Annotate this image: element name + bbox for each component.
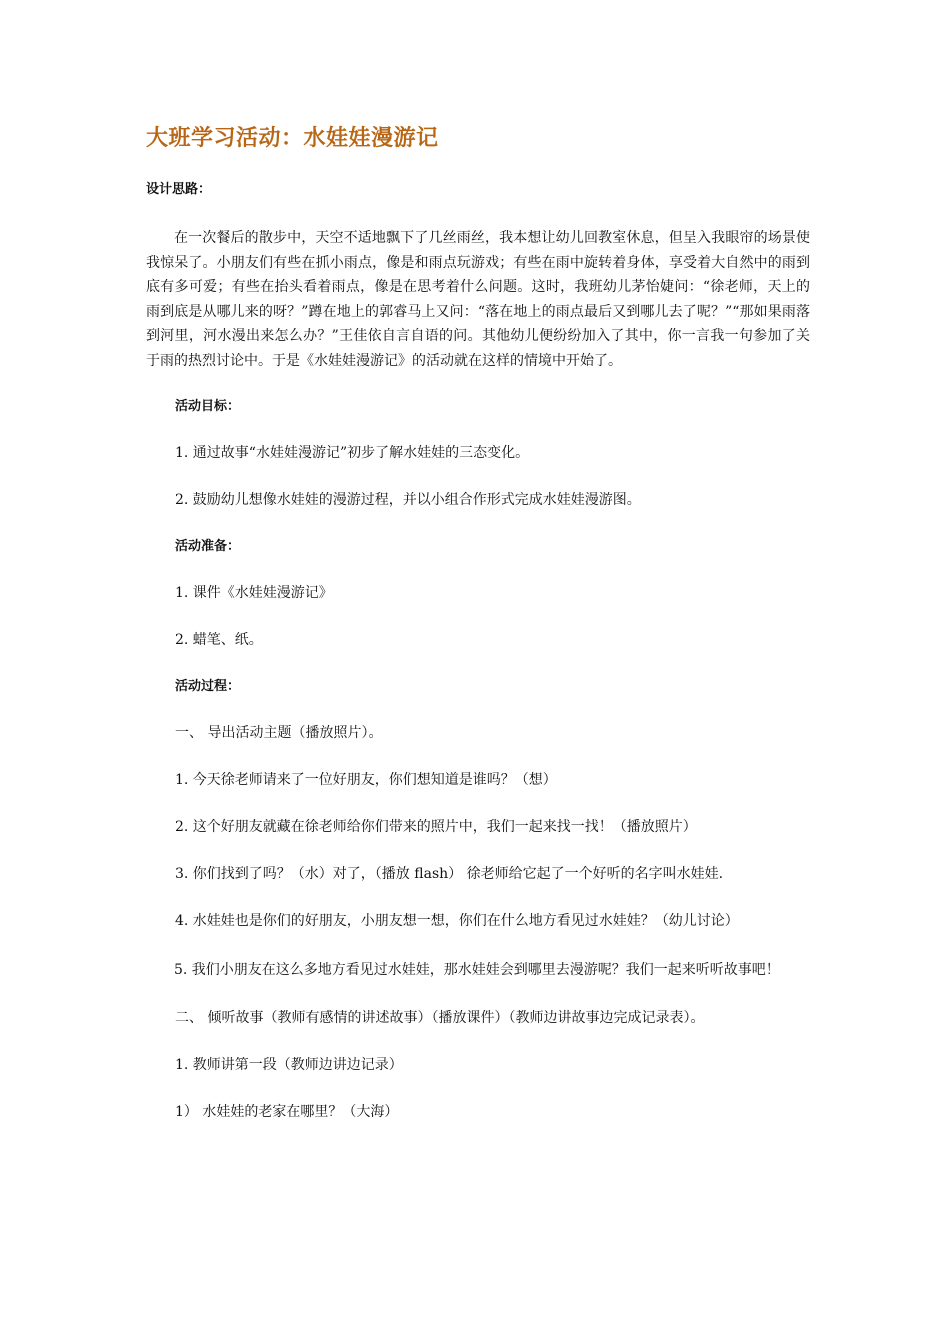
step1-item: 2. 这个好朋友就藏在徐老师给你们带来的照片中，我们一起来找一找！（播放照片） <box>175 819 697 835</box>
step1-heading: 一、 导出活动主题（播放照片）。 <box>175 725 383 741</box>
design-paragraph: 在一次餐后的散步中，天空不适地飘下了几丝雨丝，我本想让幼儿回教室休息，但呈入我眼帘的场景使我惊呆了。小朋友们有些在抓小雨点，像是和雨点玩游戏；有些在雨中旋转着身体，享受着大自然中的雨到底有多可爱；有些在抬头看着雨点，像是在思考着什么问题。这时，我班幼儿茅怡婕问：“徐老师，天上的雨到底是从哪儿来的呀？”蹲在地上的郭睿马上又问：“落在地上的雨点最后又到哪儿去了呢？”“那如果雨落到河里，河水漫出来怎么办？”王佳依自言自语的问。其他幼儿便纷纷加入了其中，你一言我一句参加了关于雨的热烈讨论中。于是《水娃娃漫游记》的活动就在这样的情境中开始了。 <box>146 230 810 369</box>
prep-item: 1. 课件《水娃娃漫游记》 <box>175 585 333 601</box>
document-body <box>146 122 810 1122</box>
document-title: 大班学习活动：水娃娃漫游记 <box>146 125 439 151</box>
step1-item: 4. 水娃娃也是你们的好朋友，小朋友想一想，你们在什么地方看见过水娃娃？（幼儿讨论） <box>175 913 739 929</box>
step1-item: 1. 今天徐老师请来了一位好朋友，你们想知道是谁吗？（想） <box>175 772 557 788</box>
step2-heading: 二、 倾听故事（教师有感情的讲述故事）（播放课件）（教师边讲故事边完成记录表）。 <box>175 1010 705 1026</box>
goals-label: 活动目标： <box>175 399 241 414</box>
prep-item: 2. 蜡笔、纸。 <box>175 632 263 648</box>
process-label: 活动过程： <box>175 679 241 694</box>
goal-item: 2. 鼓励幼儿想像水娃娃的漫游过程，并以小组合作形式完成水娃娃漫游图。 <box>175 492 641 508</box>
step2-item: 1. 教师讲第一段（教师边讲边记录） <box>175 1057 403 1073</box>
design-label: 设计思路： <box>146 182 212 197</box>
step2-item: 1） 水娃娃的老家在哪里？（大海） <box>175 1104 399 1120</box>
goal-item: 1. 通过故事“水娃娃漫游记”初步了解水娃娃的三态变化。 <box>175 445 530 461</box>
step1-item: 5. 我们小朋友在这么多地方看见过水娃娃，那水娃娃会到哪里去漫游呢？我们一起来听听故事吧！ <box>174 962 780 978</box>
prep-label: 活动准备： <box>175 539 241 554</box>
step1-item: 3. 你们找到了吗？（水）对了，（播放 flash） 徐老师给它起了一个好听的名字叫水娃娃. <box>175 866 724 882</box>
